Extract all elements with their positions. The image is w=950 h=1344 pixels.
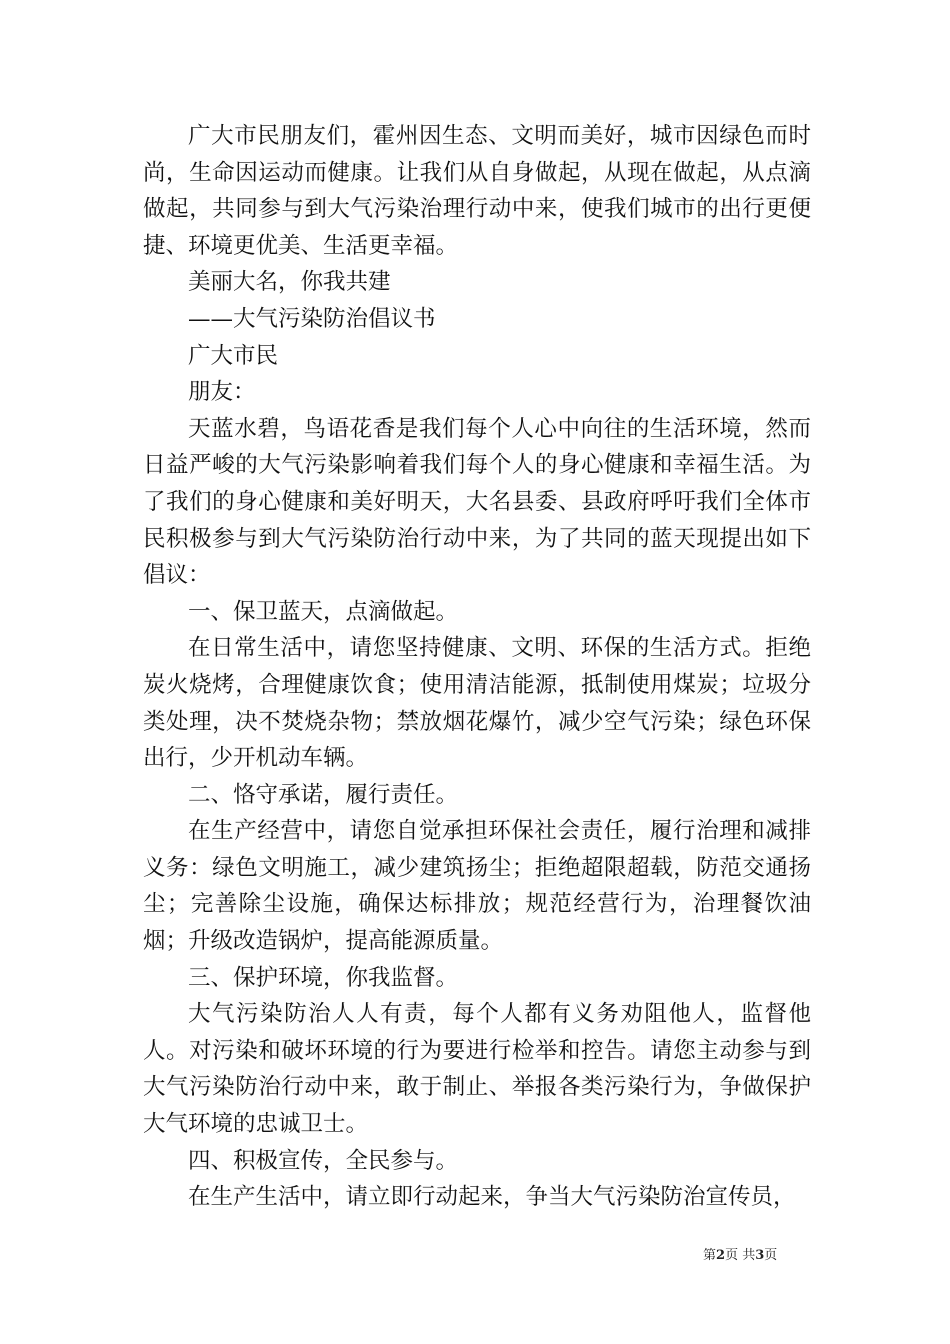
page-footer bbox=[703, 1244, 777, 1263]
footer-prefix: 第 bbox=[703, 1248, 717, 1263]
section-body-2: 在生产经营中，请您自觉承担环保社会责任，履行治理和减排义务：绿色文明施工，减少建筑扬尘；拒绝超限超载，防范交通扬尘；完善除尘设施，确保达标排放；规范经营行为，治理餐饮油烟；升级改造锅炉，提高能源质量。 bbox=[143, 818, 811, 955]
section-body-1: 在日常生活中，请您坚持健康、文明、环保的生活方式。拒绝炭火烧烤，合理健康饮食；使用清洁能源，抵制使用煤炭；垃圾分类处理，决不焚烧杂物；禁放烟花爆竹，减少空气污染；绿色环保出行，少开机动车辆。 bbox=[143, 635, 811, 772]
footer-total-pages: 3 bbox=[755, 1248, 765, 1263]
paragraph-intro: 广大市民朋友们，霍州因生态、文明而美好，城市因绿色而时尚，生命因运动而健康。让我们从自身做起，从现在做起，从点滴做起，共同参与到大气污染治理行动中来，使我们城市的出行更便捷、环境更优美、生活更幸福。 bbox=[143, 123, 811, 259]
section-body-4: 在生产生活中，请立即行动起来，争当大气污染防治宣传员， bbox=[188, 1184, 796, 1211]
document-body bbox=[143, 118, 811, 1216]
footer-suffix: 页 bbox=[764, 1248, 778, 1263]
paragraph-slogan: 美丽大名，你我共建 bbox=[188, 269, 391, 296]
footer-current-page: 2 bbox=[716, 1248, 726, 1263]
footer-middle: 页 共 bbox=[725, 1248, 756, 1263]
paragraph-salutation: 广大市民 bbox=[188, 342, 279, 369]
section-heading-2: 二、恪守承诺，履行责任。 bbox=[188, 781, 459, 808]
paragraph-opening: 天蓝水碧，鸟语花香是我们每个人心中向往的生活环境，然而日益严峻的大气污染影响着我们每个人的身心健康和幸福生活。为了我们的身心健康和美好明天，大名县委、县政府呼吁我们全体市民积极参与到大气污染防治行动中来，为了共同的蓝天现提出如下倡议： bbox=[143, 415, 811, 589]
section-body-3: 大气污染防治人人有责，每个人都有义务劝阻他人，监督他人。对污染和破坏环境的行为要进行检举和控告。请您主动参与到大气污染防治行动中来，敢于制止、举报各类污染行为，争做保护大气环境的忠诚卫士。 bbox=[143, 1001, 811, 1138]
paragraph-title: ——大气污染防治倡议书 bbox=[188, 305, 436, 332]
section-heading-1: 一、保卫蓝天，点滴做起。 bbox=[188, 598, 459, 625]
section-heading-4: 四、积极宣传，全民参与。 bbox=[188, 1147, 459, 1174]
section-heading-3: 三、保护环境，你我监督。 bbox=[188, 964, 459, 991]
paragraph-salutation-cont: 朋友： bbox=[188, 379, 256, 406]
